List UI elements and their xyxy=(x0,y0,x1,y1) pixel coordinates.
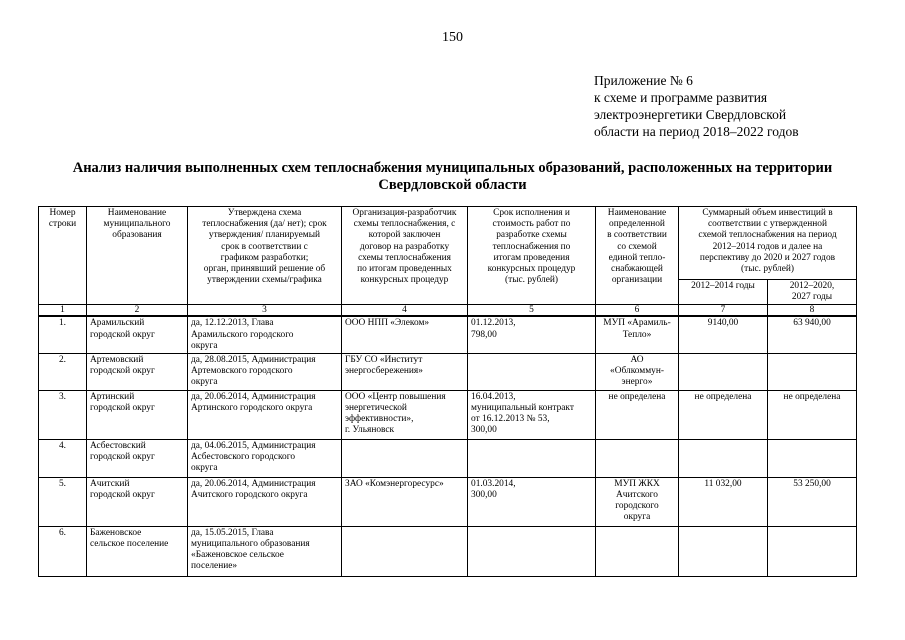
column-number: 3 xyxy=(188,305,342,317)
approval-info xyxy=(188,390,342,439)
cell-line: Ачитского xyxy=(616,489,658,500)
cell-line: Наименование xyxy=(107,208,167,218)
cell-line: ООО «Центр повышения xyxy=(345,391,446,402)
cell-line: 01.12.2013, xyxy=(471,318,516,329)
row-number: 6. xyxy=(39,526,87,576)
approval-info xyxy=(188,477,342,526)
header-invest-2012-2027 xyxy=(768,280,857,305)
row-number: 5. xyxy=(39,477,87,526)
cell-line: итогам проведения xyxy=(493,252,570,263)
cell-line: Асбестовский xyxy=(90,440,146,451)
investment-2012-2014: 9140,00 xyxy=(679,316,768,353)
cell-line: Наименование xyxy=(607,208,667,218)
cell-line: да, 12.12.2013, Глава xyxy=(191,318,274,329)
heat-supply-org xyxy=(596,526,679,576)
table-row xyxy=(39,477,857,526)
investment-2012-2027 xyxy=(768,354,857,391)
cell-line: которой заключен xyxy=(368,230,441,241)
cell-line: 2012–2014 годы xyxy=(691,281,755,291)
heat-supply-org xyxy=(596,316,679,353)
appendix-line: области на период 2018–2022 годов xyxy=(594,124,799,139)
term-and-cost xyxy=(468,354,596,391)
cell-line: графиком разработки; xyxy=(220,252,309,263)
cell-line: г. Ульяновск xyxy=(345,425,395,436)
cell-line: 2027 годы xyxy=(791,292,833,303)
developer-org xyxy=(342,316,468,353)
header-heat-org xyxy=(596,207,679,305)
document-title xyxy=(40,160,865,194)
cell-line: городской округ xyxy=(90,402,155,413)
page-number: 150 xyxy=(442,30,463,45)
title-line: Анализ наличия выполненных схем теплоснабжения муниципальных образований, расположенных на территории xyxy=(72,160,833,176)
cell-line: Артемовский xyxy=(90,355,144,366)
cell-line: городской округ xyxy=(90,489,155,500)
column-numbers-row xyxy=(39,305,857,317)
cell-line: соответствии с утвержденной xyxy=(708,219,827,230)
header-invest-2012-2014 xyxy=(679,280,768,305)
cell-line: городской округ xyxy=(90,329,155,340)
header-approved-scheme xyxy=(188,207,342,305)
cell-line: образования xyxy=(112,230,162,241)
term-and-cost xyxy=(468,477,596,526)
term-and-cost xyxy=(468,439,596,477)
cell-line: Артинского городского округа xyxy=(191,402,313,413)
cell-line: городского xyxy=(615,501,659,512)
row-number: 4. xyxy=(39,439,87,477)
column-number: 2 xyxy=(87,305,188,317)
cell-line: (тыс. рублей) xyxy=(740,264,794,275)
table-row xyxy=(39,354,857,391)
cell-line: определенной xyxy=(609,219,665,230)
appendix-line: к схеме и программе развития xyxy=(594,90,768,105)
cell-line: Срок исполнения и xyxy=(493,208,570,218)
cell-line: 798,00 xyxy=(471,329,497,340)
cell-line: округа xyxy=(623,512,651,523)
cell-line: разработке схемы xyxy=(496,230,567,241)
cell-line: ЗАО «Комэнергоресурс» xyxy=(345,478,444,489)
cell-line: да, 20.06.2014, Администрация xyxy=(191,391,316,402)
column-number: 7 xyxy=(679,305,768,317)
cell-line: ГБУ СО «Институт xyxy=(345,355,423,366)
developer-org xyxy=(342,439,468,477)
cell-line: Организация-разработчик xyxy=(352,208,457,218)
cell-line: единой тепло- xyxy=(608,252,666,263)
cell-line: 300,00 xyxy=(471,425,497,436)
row-number: 2. xyxy=(39,354,87,391)
municipality-name xyxy=(87,354,188,391)
investment-2012-2014: не определена xyxy=(679,390,768,439)
developer-org xyxy=(342,526,468,576)
cell-line: Ачитский xyxy=(90,478,130,489)
cell-line: энерго» xyxy=(621,377,653,388)
cell-line: 01.03.2014, xyxy=(471,478,516,489)
cell-line: 300,00 xyxy=(471,489,497,500)
cell-line: по итогам проведенных xyxy=(357,264,452,275)
cell-line: округа xyxy=(191,340,218,351)
heat-supply-org xyxy=(596,390,679,439)
investment-2012-2014 xyxy=(679,439,768,477)
municipality-name xyxy=(87,439,188,477)
cell-line: АО xyxy=(630,355,644,366)
cell-line: орган, принявший решение об xyxy=(203,264,326,275)
table-row xyxy=(39,316,857,353)
appendix-line: Приложение № 6 xyxy=(594,73,693,88)
term-and-cost xyxy=(468,390,596,439)
cell-line: срок в соответствии с xyxy=(221,241,308,252)
cell-line: энергетической xyxy=(345,402,407,413)
appendix-note xyxy=(594,72,894,140)
column-number: 4 xyxy=(342,305,468,317)
cell-line: в соответствии xyxy=(607,230,667,241)
heat-supply-org xyxy=(596,354,679,391)
cell-line: схемой теплоснабжения на период xyxy=(698,230,837,241)
cell-line: стоимость работ по xyxy=(492,219,571,230)
cell-line: округа xyxy=(191,377,218,388)
approval-info xyxy=(188,354,342,391)
cell-line: Артинский xyxy=(90,391,135,402)
investment-2012-2027: не определена xyxy=(768,390,857,439)
cell-line: конкурсных процедур xyxy=(487,264,576,275)
investment-2012-2014 xyxy=(679,526,768,576)
approval-info xyxy=(188,526,342,576)
cell-line: городской округ xyxy=(90,451,155,462)
row-number: 3. xyxy=(39,390,87,439)
municipality-name xyxy=(87,390,188,439)
cell-line: Арамильского городского xyxy=(191,329,294,340)
column-number: 1 xyxy=(39,305,87,317)
cell-line: не определена xyxy=(608,391,666,402)
cell-line: эффективности», xyxy=(345,414,414,425)
heat-supply-schemes-table xyxy=(38,206,857,577)
cell-line: перспективу до 2020 и 2027 годов xyxy=(699,252,836,263)
title-line: Свердловской области xyxy=(378,177,527,193)
cell-line: ООО НПП «Элеком» xyxy=(345,318,430,329)
cell-line: муниципального образования xyxy=(191,538,310,549)
cell-line: да, 28.08.2015, Администрация xyxy=(191,355,316,366)
cell-line: договор на разработку xyxy=(359,241,450,252)
cell-line: Ачитского городского округа xyxy=(191,489,308,500)
cell-line: организации xyxy=(611,275,663,286)
investment-2012-2027 xyxy=(768,439,857,477)
investment-2012-2027: 63 940,00 xyxy=(768,316,857,353)
developer-org xyxy=(342,477,468,526)
cell-line: строки xyxy=(48,219,77,230)
cell-line: утверждении схемы/графика xyxy=(207,275,322,286)
municipality-name xyxy=(87,316,188,353)
cell-line: Тепло» xyxy=(622,329,652,340)
cell-line: сельское поселение xyxy=(90,538,169,549)
cell-line: Арамильский xyxy=(90,318,145,329)
appendix-line: электроэнергетики Свердловской xyxy=(594,107,787,122)
column-number: 5 xyxy=(468,305,596,317)
cell-line: МУП ЖКХ xyxy=(614,478,660,489)
investment-2012-2014 xyxy=(679,354,768,391)
cell-line: городской округ xyxy=(90,366,155,377)
table-row xyxy=(39,526,857,576)
cell-line: Баженовское xyxy=(90,527,142,538)
table-row xyxy=(39,390,857,439)
cell-line: теплоснабжения по xyxy=(492,241,571,252)
row-number: 1. xyxy=(39,316,87,353)
investment-2012-2027 xyxy=(768,526,857,576)
municipality-name xyxy=(87,477,188,526)
cell-line: Артемовского городского xyxy=(191,366,293,377)
header-row-number xyxy=(39,207,87,305)
cell-line: теплоснабжения (да/ нет); срок xyxy=(202,219,327,230)
cell-line: Асбестовского городского xyxy=(191,451,296,462)
cell-line: да, 20.06.2014, Администрация xyxy=(191,478,316,489)
cell-line: (тыс. рублей) xyxy=(504,275,558,286)
cell-line: «Баженовское сельское xyxy=(191,550,284,561)
cell-line: 2012–2020, xyxy=(789,281,835,291)
cell-line: муниципальный контракт xyxy=(471,402,574,413)
developer-org xyxy=(342,354,468,391)
investment-2012-2027: 53 250,00 xyxy=(768,477,857,526)
cell-line: МУП «Арамиль- xyxy=(603,318,671,329)
column-number: 8 xyxy=(768,305,857,317)
approval-info xyxy=(188,439,342,477)
cell-line: Номер xyxy=(49,208,76,218)
cell-line: «Облкоммун- xyxy=(610,366,664,377)
cell-line: конкурсных процедур xyxy=(360,275,449,286)
cell-line: муниципального xyxy=(103,219,171,230)
header-term-cost xyxy=(468,207,596,305)
heat-supply-org xyxy=(596,477,679,526)
term-and-cost xyxy=(468,526,596,576)
investment-2012-2014: 11 032,00 xyxy=(679,477,768,526)
table-row xyxy=(39,439,857,477)
header-investments xyxy=(679,207,857,280)
column-number: 6 xyxy=(596,305,679,317)
cell-line: утверждения/ планируемый xyxy=(208,230,321,241)
cell-line: 2012–2014 годов и далее на xyxy=(712,241,823,252)
cell-line: Утверждена схема xyxy=(227,208,302,218)
developer-org xyxy=(342,390,468,439)
heat-supply-org xyxy=(596,439,679,477)
header-municipality xyxy=(87,207,188,305)
header-developer xyxy=(342,207,468,305)
cell-line: поселение» xyxy=(191,561,238,572)
term-and-cost xyxy=(468,316,596,353)
cell-line: 16.04.2013, xyxy=(471,391,516,402)
cell-line: Суммарный объем инвестиций в xyxy=(702,208,833,218)
cell-line: округа xyxy=(191,463,218,474)
cell-line: да, 15.05.2015, Глава xyxy=(191,527,274,538)
cell-line: от 16.12.2013 № 53, xyxy=(471,414,550,425)
municipality-name xyxy=(87,526,188,576)
cell-line: схемы теплоснабжения xyxy=(358,252,451,263)
cell-line: схемы теплоснабжения, с xyxy=(353,219,456,230)
cell-line: снабжающей xyxy=(611,264,663,275)
cell-line: со схемой xyxy=(617,241,657,252)
cell-line: да, 04.06.2015, Администрация xyxy=(191,440,316,451)
cell-line: энергосбережения» xyxy=(345,366,423,377)
approval-info xyxy=(188,316,342,353)
